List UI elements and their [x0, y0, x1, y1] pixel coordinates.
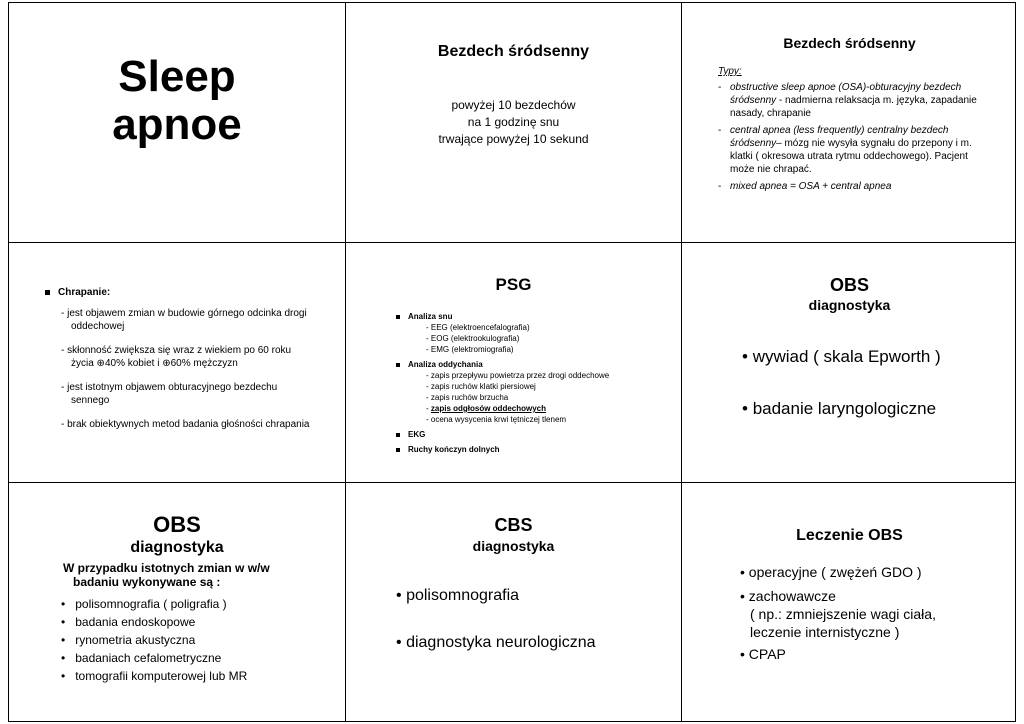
slide3-item-mixed: [718, 180, 978, 193]
slide6-bullet: [742, 347, 1002, 367]
slide5-section-label: Analiza snu: [408, 312, 453, 321]
bullet-icon: •: [61, 669, 66, 683]
bullet-icon: •: [61, 615, 66, 629]
bullet-icon: •: [61, 651, 66, 665]
slide-bezdech-types: [682, 3, 1017, 242]
bullet-icon: •: [740, 564, 745, 580]
slide-sleep-apnoe: [9, 3, 345, 242]
slide2-title: Bezdech śródsenny: [437, 43, 590, 60]
slide4-item: - jest istotnym objawem obturacyjnego bezdechu sennego: [61, 382, 278, 406]
slide2-body: [346, 97, 681, 148]
square-bullet-icon: [396, 315, 400, 319]
slide6-subtitle: diagnostyka: [808, 297, 891, 313]
square-bullet-icon: [396, 448, 400, 452]
slide6-title: OBS: [829, 275, 869, 295]
slide2-line: powyżej 10 bezdechów: [451, 98, 576, 112]
slide1-title-line2: apnoe: [112, 100, 242, 149]
slide7-bullet-text: badaniach cefalometryczne: [75, 651, 222, 665]
square-bullet-icon: [45, 290, 50, 295]
bullet-icon: •: [740, 588, 745, 604]
slide2-line: na 1 godzinę snu: [467, 115, 560, 129]
slide5-sub: - EEG (elektroencefalografia): [426, 323, 530, 332]
slide7-bullet-text: badania endoskopowe: [75, 615, 196, 629]
bullet-icon: •: [61, 597, 66, 611]
slide9-bullet-text: zachowawcze: [748, 588, 836, 604]
slide7-title: OBS: [153, 512, 201, 537]
bullet-icon: •: [740, 646, 745, 662]
slide7-bullet: [61, 595, 247, 613]
slide5-sub: - zapis przepływu powietrza przez drogi oddechowe: [426, 371, 610, 380]
slide5-section-label: EKG: [408, 430, 426, 439]
slide1-title: [9, 53, 345, 149]
slide6-bullets: [742, 347, 1002, 419]
slide3-list: [718, 81, 978, 193]
slide5-section-ekg: [396, 429, 666, 440]
slide6-bullet-text: wywiad ( skala Epworth ): [752, 347, 941, 366]
slide7-subtitle: diagnostyka: [130, 539, 224, 556]
slide9-bullet: [740, 563, 990, 581]
slide7-bullet-text: rynometria akustyczna: [75, 633, 196, 647]
slide3-types-label: Typy:: [718, 66, 742, 77]
slide-obs-diagnostyka-2: [9, 483, 345, 721]
slide7-intro: W przypadku istotnych zmian w w/w badaniu wykonywane są :: [63, 561, 270, 589]
slide8-bullet-text: diagnostyka neurologiczna: [406, 634, 596, 651]
slide-chrapanie: [9, 243, 345, 482]
slide4-list: [61, 307, 311, 431]
slide9-bullets: [740, 563, 990, 663]
slide8-subtitle: diagnostyka: [472, 538, 555, 554]
slide8-title: CBS: [494, 515, 533, 535]
slide1-title-line1: Sleep: [118, 52, 236, 101]
slide5-title: PSG: [495, 275, 532, 294]
slide5-sub: - EMG (elektromiografia): [426, 345, 514, 354]
slide9-title: Leczenie OBS: [796, 527, 903, 544]
slide5-section-label: Analiza oddychania: [408, 360, 483, 369]
slide7-bullet-text: tomografii komputerowej lub MR: [75, 669, 248, 683]
slide5-underlined-text: zapis odgłosów oddechowych: [430, 404, 547, 413]
dash: -: [718, 181, 722, 192]
slide9-bullet-text: CPAP: [748, 646, 786, 662]
slide3-title: Bezdech śródsenny: [783, 35, 916, 51]
slide4-item: - brak obiektywnych metod badania głośności chrapania: [61, 419, 310, 430]
slide4-heading: [45, 287, 110, 298]
slide4-item: - jest objawem zmian w budowie górnego odcinka drogi oddechowej: [61, 308, 307, 332]
bullet-icon: •: [61, 633, 66, 647]
slide5-sub: - ocena wysycenia krwi tętniczej tlenem: [426, 415, 567, 424]
slide-cbs-diagnostyka: [346, 483, 681, 721]
slide7-bullet: [61, 631, 247, 649]
slide6-bullet: [742, 399, 1002, 419]
slide5-sub-underlined: [396, 403, 666, 414]
slide6-bullet-text: badanie laryngologiczne: [752, 399, 937, 418]
slide4-item: - skłonność zwiększa się wraz z wiekiem po 60 roku życia ⊕40% kobiet i ⊕60% mężczyzn: [61, 345, 292, 369]
slide9-bullet: [740, 587, 990, 605]
slide5-section-breathing: [396, 359, 666, 370]
slide-grid: [8, 2, 1016, 722]
slide8-bullet-text: polisomnografia: [406, 587, 520, 604]
slide-leczenie-obs: [682, 483, 1017, 721]
slide3-item-central-term: central apnea (less frequently) centralny bezdech śródsenny: [730, 125, 949, 149]
slide-bezdech-definition: [346, 3, 681, 242]
slide8-bullet: [396, 587, 666, 605]
square-bullet-icon: [396, 433, 400, 437]
slide5-sub: - EOG (elektrookulografia): [426, 334, 520, 343]
slide3-item-osa-term: obstructive sleep apnoe (OSA)-obturacyjny bezdech śródsenny: [730, 82, 962, 106]
slide8-bullets: [396, 587, 666, 652]
slide8-bullet: [396, 634, 666, 652]
slide7-bullet: [61, 649, 247, 667]
slide3-item-central: [718, 124, 978, 176]
dash: -: [718, 125, 722, 136]
slide9-bullet-extra: ( np.: zmniejszenie wagi ciała, leczenie internistyczne ): [750, 606, 936, 640]
slide3-item-osa-desc: - nadmierna relaksacja m. języka, zapadanie nasady, chrapanie: [730, 95, 977, 119]
slide4-heading-text: Chrapanie:: [58, 287, 111, 298]
slide-obs-diagnostyka-1: [682, 243, 1017, 482]
slide9-bullet-text: operacyjne ( zwężeń GDO ): [748, 564, 922, 580]
slide-psg: [346, 243, 681, 482]
dash: -: [718, 82, 722, 93]
slide5-sub: - zapis ruchów brzucha: [426, 393, 509, 402]
slide7-bullet: [61, 667, 247, 685]
slide9-bullet: [740, 645, 990, 663]
dash: -: [426, 404, 431, 413]
slide3-item-mixed-term: mixed apnea = OSA + central apnea: [730, 181, 892, 192]
slide7-bullet: [61, 613, 247, 631]
slide2-line: trwające powyżej 10 sekund: [438, 132, 589, 146]
slide7-bullets: [61, 595, 247, 685]
slide7-bullet-text: polisomnografia ( poligrafia ): [75, 597, 227, 611]
slide3-item-osa: [718, 81, 978, 120]
slide5-list: [396, 311, 666, 455]
slide5-section-legs: [396, 444, 666, 455]
slide5-section-label: Ruchy kończyn dolnych: [408, 445, 500, 454]
bullet-icon: •: [396, 587, 402, 604]
slide5-sub: - zapis ruchów klatki piersiowej: [426, 382, 536, 391]
square-bullet-icon: [396, 363, 400, 367]
slide3-item-central-desc: – mózg nie wysyła sygnału do przepony i m. klatki ( okresowa utrata rytmu oddechowego). Pacjent może nie chrapać.: [730, 138, 972, 175]
bullet-icon: •: [742, 399, 748, 418]
slide5-section-sleep: [396, 311, 666, 322]
bullet-icon: •: [396, 634, 402, 651]
bullet-icon: •: [742, 347, 748, 366]
